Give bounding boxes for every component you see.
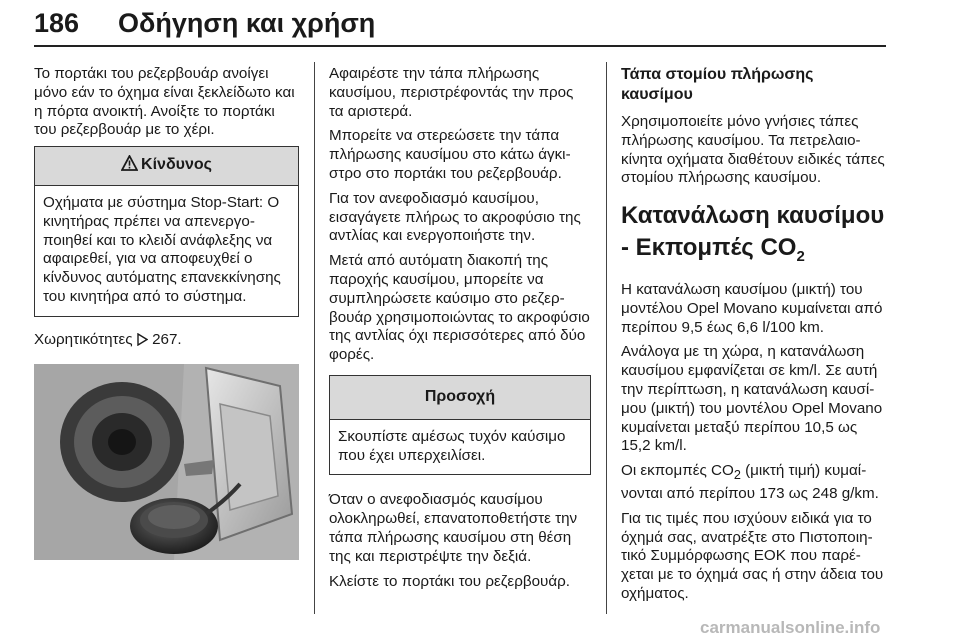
reference-page: 267. (152, 330, 182, 348)
paragraph: Ανάλογα με τη χώρα, η κατανάλωση καυσίμου εμφανίζεται σε km/l. Σε αυτή την περίπτωση, η κατανάλωση καυσίμου (μικτή) του μοντέλου Opel Movano κυμαίνεται μεταξύ περίπου 10,5 ως 15,2 km/l. (621, 343, 883, 455)
column-1 (34, 65, 299, 560)
paragraph: Κλείστε το πορτάκι του ρεζερβουάρ. (329, 572, 570, 590)
paragraph: Αφαιρέστε την τάπα πλήρωσης καυσίμου, περιστρέφοντάς την προς τα αριστερά. (329, 65, 574, 120)
paragraph (621, 462, 887, 504)
caution-box (329, 375, 591, 475)
danger-body: Οχήματα με σύστημα Stop-Start: Ο κινητήρας πρέπει να απενεργοποιηθεί και το κλειδί ανάφλεξης να αφαιρεθεί, για να αποφευχθεί ο κίνδυνος αυτόματης επανεκκίνησης του κινητήρα από το σύστημα. (43, 193, 281, 305)
paragraph: Μπορείτε να στερεώσετε την τάπα πλήρωσης καυσίμου στο κάτω άγκιστρο στο πορτάκι του ρεζερβουάρ. (329, 127, 571, 182)
page-header (34, 6, 884, 46)
paragraph: Χρησιμοποιείτε μόνο γνήσιες τάπες πλήρωσης καυσίμου. Τα πετρελαιοκίνητα οχήματα διαθέτουν ειδικές τάπες στομίου πλήρωσης καυσίμου. (621, 113, 885, 187)
paragraph: Μετά από αυτόματη διακοπή της παροχής καυσίμου, μπορείτε να συμπληρώσετε καύσιμο στο ρεζερβουάρ χρησιμοποιώντας το ακροφύσιο της αντλίας όχι περισσότερες από δύο φορές. (329, 252, 590, 364)
header-rule (34, 45, 886, 47)
column-3 (621, 65, 887, 610)
danger-title: Κίνδυνος (141, 156, 212, 174)
reference-label: Χωρητικότητες (34, 330, 133, 348)
paragraph: Το πορτάκι του ρεζερβουάρ ανοίγει μόνο εάν το όχημα είναι ξεκλείδωτο και η πόρτα ανοικτή. Ανοίξτε το πορτάκι του ρεζερβουάρ με το χέρι. (34, 65, 295, 139)
danger-box (34, 146, 299, 317)
section-heading: Τάπα στομίου πλήρωσης καυσίμου (621, 66, 814, 103)
co2-text: Οι εκπομπές CO (621, 462, 734, 480)
chapter-heading-subscript: 2 (796, 247, 805, 265)
caution-body: Σκουπίστε αμέσως τυχόν καύσιμο που έχει υπερχειλίσει. (338, 427, 566, 464)
paragraph: Όταν ο ανεφοδιασμός καυσίμου ολοκληρωθεί, επανατοποθετήστε την τάπα πλήρωσης καυσίμου στη θέση της και περιστρέψτε την δεξιά. (329, 491, 578, 565)
caution-title: Προσοχή (330, 376, 590, 420)
warning-triangle-icon (121, 155, 138, 177)
chapter-heading (621, 200, 887, 273)
reference-line (34, 331, 299, 352)
chapter-heading-text: Κατανάλωση καυσίμου - Εκπομπές CO (621, 202, 885, 262)
column-divider-1 (314, 62, 315, 614)
page-number: 186 (34, 8, 80, 38)
paragraph: Για τις τιμές που ισχύουν ειδικά για το όχημά σας, ανατρέξτε στο Πιστοποιητικό Συμμόρφωσης ΕΟΚ που παρέχεται με το όχημά σας ή στην άδεια του οχήματος. (621, 509, 884, 602)
page-title: Οδήγηση και χρήση (118, 8, 376, 38)
page-reference-arrow-icon (137, 333, 148, 352)
column-2 (329, 65, 591, 597)
paragraph: Η κατανάλωση καυσίμου (μικτή) του μοντέλου Opel Movano κυμαίνεται από περίπου 9,5 έως 6,6 l/100 km. (621, 280, 883, 336)
co2-subscript: 2 (733, 468, 741, 483)
co2-text-rest: (μικτή τιμή) κυμαίνονται από περίπου 173 ως 248 g/km. (621, 462, 879, 502)
paragraph: Για τον ανεφοδιασμό καυσίμου, εισαγάγετε πλήρως το ακροφύσιο της αντλίας και ενεργοποιήστε την. (329, 189, 581, 245)
watermark: carmanualsonline.info (700, 618, 881, 637)
column-divider-2 (606, 62, 607, 614)
danger-header (35, 147, 298, 186)
fuel-cap-photo (34, 364, 299, 560)
